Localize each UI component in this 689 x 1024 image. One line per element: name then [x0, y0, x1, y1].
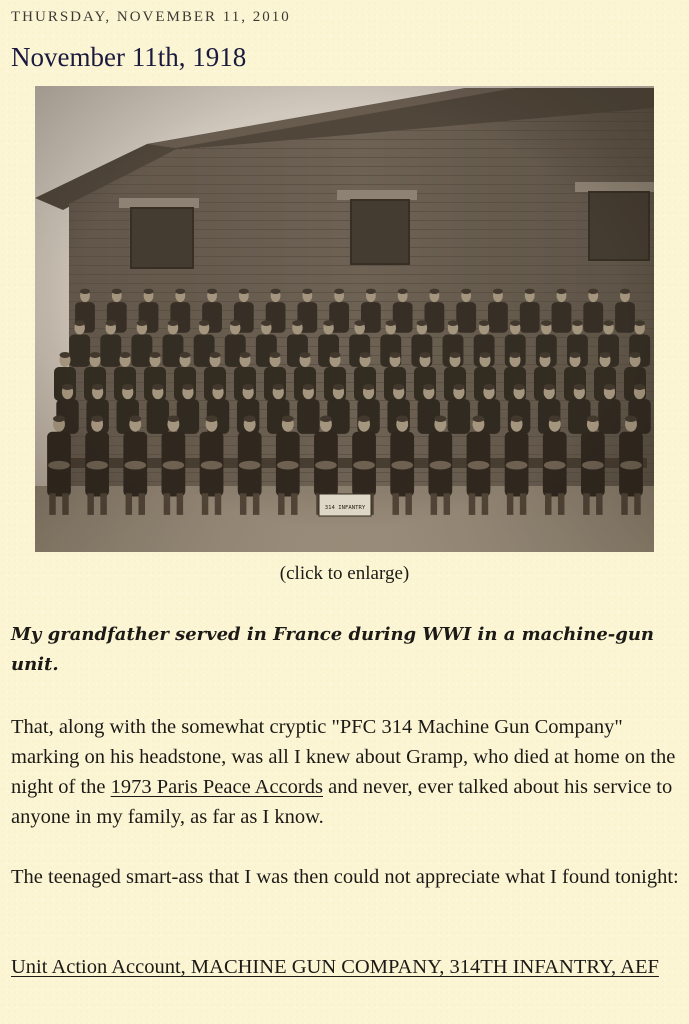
paragraph-headstone — [11, 712, 683, 832]
paragraph-headstone-part2: and never, ever talked about his service to anyone in my family, as far as I know. — [11, 776, 673, 828]
photo-caption: (click to enlarge) — [279, 563, 410, 584]
paragraph-unit-link — [11, 952, 683, 982]
paris-peace-accords-link[interactable]: 1973 Paris Peace Accords — [110, 776, 323, 798]
post-date: THURSDAY, NOVEMBER 11, 2010 — [11, 9, 291, 25]
regiment-photo — [35, 86, 654, 552]
unit-action-account-link[interactable]: Unit Action Account, MACHINE GUN COMPANY, 314TH INFANTRY, AEF — [11, 956, 659, 978]
paragraph-headstone-part1: That, along with the somewhat cryptic "PFC 314 Machine Gun Company" marking on his headstone, was all I knew about Gramp, who died at home on the night of the — [11, 716, 676, 798]
post-title: November 11th, 1918 — [11, 42, 247, 72]
lead-text: My grandfather served in France during WWI in a machine-gun unit. — [11, 624, 654, 675]
paragraph-found-tonight: The teenaged smart-ass that I was then could not appreciate what I found tonight: — [11, 866, 679, 888]
regiment-photo-link[interactable] — [35, 86, 654, 552]
